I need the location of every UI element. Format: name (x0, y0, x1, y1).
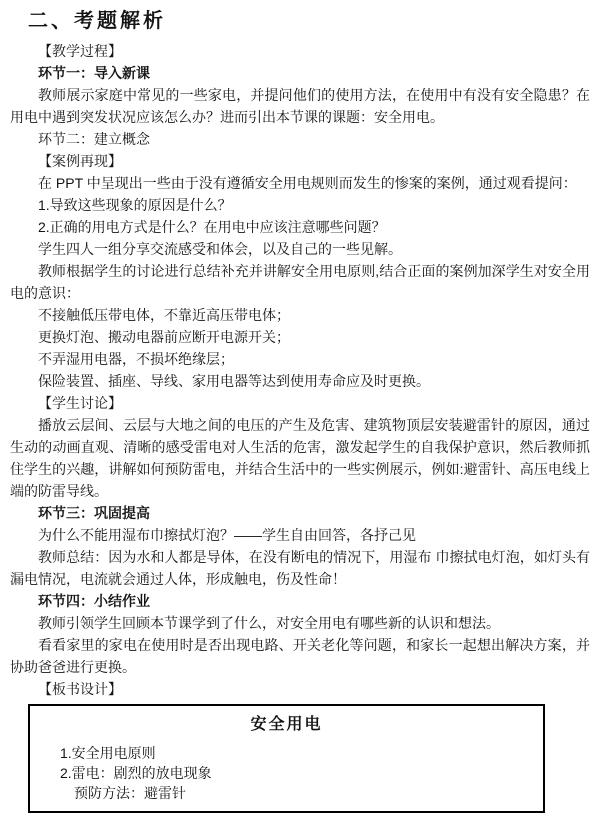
rule-4: 保险装置、插座、导线、家用电器等达到使用寿命应及时更换。 (38, 373, 430, 389)
paragraph-lesson-intro: 教师展示家庭中常见的一些家电，并提问他们的使用方法，在使用中有没有安全隐患？在用电中遇到突发状况应该怎么办？进而引出本节课的课题：安全用电。 (10, 87, 590, 125)
step-4-heading: 环节四：小结作业 (38, 593, 150, 609)
board-line-1: 1.安全用电原则 (60, 745, 156, 761)
paragraph-review: 教师引领学生回顾本节课学到了什么，对安全用电有哪些新的认识和想法。 (38, 615, 500, 631)
step-1-heading: 环节一：导入新课 (38, 65, 150, 81)
step-3-heading: 环节三：巩固提高 (38, 505, 150, 521)
paragraph-homework: 看看家里的家电在使用时是否出现电路、开关老化等问题，和家长一起想出解决方案，并协助爸爸进行更换。 (10, 637, 590, 675)
label-student-discussion: 【学生讨论】 (38, 395, 122, 411)
board-line-3: 预防方法：避雷针 (74, 785, 186, 801)
paragraph-lightning: 播放云层间、云层与大地之间的电压的产生及危害、建筑物顶层安装避雷针的原因，通过生动的动画直观、清晰的感受雷电对人生活的危害，激发起学生的自我保护意识，然后教师抓住学生的兴趣，讲解如何预防雷电，并结合生活中的一些实例展示，例如:避雷针、高压电线上端的防雷导线。 (10, 417, 590, 499)
paragraph-group-sharing: 学生四人一组分享交流感受和体会，以及自己的一些见解。 (38, 241, 402, 257)
rule-2: 更换灯泡、搬动电器前应断开电源开关； (38, 329, 290, 345)
paragraph-bulb-answer: 教师总结：因为水和人都是导体，在没有断电的情况下，用湿布 巾擦拭电灯泡，如灯头有漏电情况，电流就会通过人体，形成触电，伤及性命！ (10, 549, 590, 587)
paragraph-ppt-cases: 在 PPT 中呈现出一些由于没有遵循安全用电规则而发生的惨案的案例，通过观看提问： (38, 175, 577, 191)
board-title: 安全用电 (250, 716, 323, 733)
question-1: 1.导致这些现象的原因是什么？ (38, 197, 232, 213)
rule-3: 不弄湿用电器，不损坏绝缘层； (38, 351, 234, 367)
label-board-design: 【板书设计】 (38, 681, 122, 697)
question-2: 2.正确的用电方式是什么？在用电中应该注意哪些问题？ (38, 219, 386, 235)
step-2-heading: 环节二：建立概念 (38, 131, 150, 147)
board-design-box (28, 704, 545, 813)
paragraph-teacher-summary: 教师根据学生的讨论进行总结补充并讲解安全用电原则,结合正面的案例加深学生对安全用电的意识： (10, 263, 590, 301)
section-title: 二、考题解析 (28, 10, 166, 32)
paragraph-bulb-question: 为什么不能用湿布巾擦拭灯泡？——学生自由回答，各抒己见 (38, 527, 416, 543)
label-teaching-process: 【教学过程】 (38, 43, 122, 59)
label-case-replay: 【案例再现】 (38, 153, 122, 169)
board-line-2: 2.雷电：剧烈的放电现象 (60, 765, 212, 781)
rule-1: 不接触低压带电体，不靠近高压带电体； (38, 307, 290, 323)
